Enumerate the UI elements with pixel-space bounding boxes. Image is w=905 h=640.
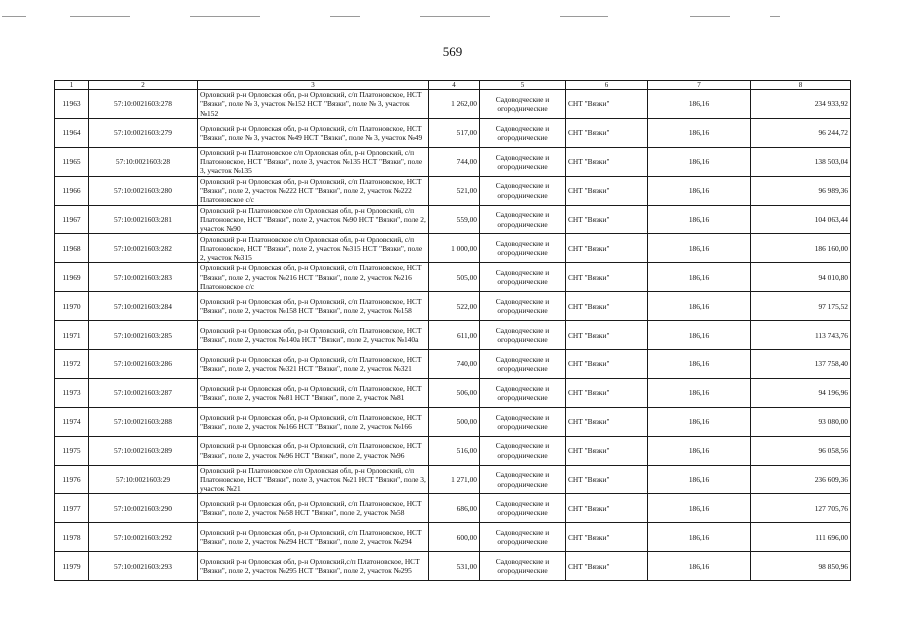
cadastral-cost-cell: 127 705,76	[751, 494, 851, 523]
column-header-7: 7	[648, 81, 751, 90]
area-cell: 522,00	[429, 292, 480, 321]
cadastral-number: 57:10:0021603:28	[89, 147, 198, 176]
row-number: 11978	[55, 523, 89, 552]
location-cell: Орловский р-н Орловская обл, р-н Орловский, с/п Платоновское, НСТ "Вязки", поле 2, участок №294 НСТ "Вязки", поле 2, участок №294	[198, 523, 429, 552]
column-header-2: 2	[89, 81, 198, 90]
price-cell: 186,16	[648, 176, 751, 205]
price-cell: 186,16	[648, 465, 751, 494]
owner-cell: СНТ "Вязки"	[566, 321, 648, 350]
row-number: 11979	[55, 552, 89, 581]
table-row	[55, 378, 851, 407]
owner-cell: СНТ "Вязки"	[566, 205, 648, 234]
owner-cell: СНТ "Вязки"	[566, 118, 648, 147]
cadastral-number: 57:10:0021603:284	[89, 292, 198, 321]
area-cell: 505,00	[429, 263, 480, 292]
cadastral-number: 57:10:0021603:290	[89, 494, 198, 523]
table-row	[55, 234, 851, 263]
land-use-cell: Садоводческие и огороднические	[480, 147, 566, 176]
area-cell: 600,00	[429, 523, 480, 552]
area-cell: 517,00	[429, 118, 480, 147]
owner-cell: СНТ "Вязки"	[566, 176, 648, 205]
location-cell: Орловский р-н Платоновское с/п Орловская обл, р-н Орловский, с/п Платоновское, НСТ "Вязки", поле 2, участок №90 НСТ "Вязки", поле 2, участок №90	[198, 205, 429, 234]
land-use-cell: Садоводческие и огороднические	[480, 321, 566, 350]
owner-cell: СНТ "Вязки"	[566, 147, 648, 176]
cadastral-cost-cell: 104 063,44	[751, 205, 851, 234]
location-cell: Орловский р-н Орловская обл, р-н Орловский, с/п Платоновское, НСТ "Вязки", поле 2, участок №166 НСТ "Вязки", поле 2, участок №166	[198, 407, 429, 436]
cadastral-cost-cell: 96 058,56	[751, 436, 851, 465]
owner-cell: СНТ "Вязки"	[566, 523, 648, 552]
cadastral-number: 57:10:0021603:286	[89, 350, 198, 379]
cadastral-cost-cell: 93 080,00	[751, 407, 851, 436]
price-cell: 186,16	[648, 436, 751, 465]
price-cell: 186,16	[648, 234, 751, 263]
cadastral-number: 57:10:0021603:289	[89, 436, 198, 465]
row-number: 11970	[55, 292, 89, 321]
land-use-cell: Садоводческие и огороднические	[480, 90, 566, 119]
page-number: 569	[442, 44, 463, 59]
cadastral-cost-cell: 94 196,96	[751, 378, 851, 407]
cadastral-cost-cell: 94 010,80	[751, 263, 851, 292]
cadastral-cost-cell: 113 743,76	[751, 321, 851, 350]
table-row	[55, 436, 851, 465]
cadastral-cost-cell: 138 503,04	[751, 147, 851, 176]
area-cell: 500,00	[429, 407, 480, 436]
area-cell: 740,00	[429, 350, 480, 379]
location-cell: Орловский р-н Орловская обл, р-н Орловский, с/п Платоновское, НСТ "Вязки", поле 2, участок №158 НСТ "Вязки", поле 2, участок №158	[198, 292, 429, 321]
table-row	[55, 494, 851, 523]
column-header-3: 3	[198, 81, 429, 90]
owner-cell: СНТ "Вязки"	[566, 494, 648, 523]
price-cell: 186,16	[648, 350, 751, 379]
location-cell: Орловский р-н Орловская обл, р-н Орловский, с/п Платоновское, НСТ "Вязки", поле 2, участок №58 НСТ "Вязки", поле 2, участок №58	[198, 494, 429, 523]
row-number: 11971	[55, 321, 89, 350]
price-cell: 186,16	[648, 378, 751, 407]
location-cell: Орловский р-н Платоновское с/п Орловская обл, р-н Орловский, с/п Платоновское, НСТ "Вязки", поле 2, участок №315 НСТ "Вязки", поле 2, участок №315	[198, 234, 429, 263]
price-cell: 186,16	[648, 118, 751, 147]
cadastral-number: 57:10:0021603:285	[89, 321, 198, 350]
owner-cell: СНТ "Вязки"	[566, 436, 648, 465]
area-cell: 521,00	[429, 176, 480, 205]
owner-cell: СНТ "Вязки"	[566, 234, 648, 263]
cadastral-cost-cell: 234 933,92	[751, 90, 851, 119]
area-cell: 531,00	[429, 552, 480, 581]
land-use-cell: Садоводческие и огороднические	[480, 176, 566, 205]
table-row	[55, 90, 851, 119]
table-row	[55, 292, 851, 321]
table-row	[55, 350, 851, 379]
owner-cell: СНТ "Вязки"	[566, 292, 648, 321]
cadastral-number: 57:10:0021603:288	[89, 407, 198, 436]
column-header-4: 4	[429, 81, 480, 90]
owner-cell: СНТ "Вязки"	[566, 90, 648, 119]
table-row	[55, 552, 851, 581]
column-header-6: 6	[566, 81, 648, 90]
location-cell: Орловский р-н Орловская обл, р-н Орловский, с/п Платоновское, НСТ "Вязки", поле 2, участок №222 НСТ "Вязки", поле 2, участок №222 Платоновское с/с	[198, 176, 429, 205]
row-number: 11976	[55, 465, 89, 494]
area-cell: 559,00	[429, 205, 480, 234]
cadastral-cost-cell: 186 160,00	[751, 234, 851, 263]
owner-cell: СНТ "Вязки"	[566, 552, 648, 581]
location-cell: Орловский р-н Платоновское с/п Орловская обл, р-н Орловский, с/п Платоновское, НСТ "Вязки", поле 3, участок №135 НСТ "Вязки", поле 3, участок №135	[198, 147, 429, 176]
row-number: 11977	[55, 494, 89, 523]
cadastral-number: 57:10:0021603:287	[89, 378, 198, 407]
cadastral-number: 57:10:0021603:279	[89, 118, 198, 147]
location-cell: Орловский р-н Платоновское с/п Орловская обл, р-н Орловский, с/п Платоновское, НСТ "Вязки", поле 3, участок №21 НСТ "Вязки", поле 3, участок №21	[198, 465, 429, 494]
table-row	[55, 263, 851, 292]
price-cell: 186,16	[648, 321, 751, 350]
area-cell: 1 262,00	[429, 90, 480, 119]
row-number: 11963	[55, 90, 89, 119]
cadastral-number: 57:10:0021603:280	[89, 176, 198, 205]
price-cell: 186,16	[648, 552, 751, 581]
area-cell: 686,00	[429, 494, 480, 523]
area-cell: 506,00	[429, 378, 480, 407]
cadastral-number: 57:10:0021603:278	[89, 90, 198, 119]
owner-cell: СНТ "Вязки"	[566, 407, 648, 436]
land-plots-table	[54, 80, 851, 581]
table-row	[55, 465, 851, 494]
location-cell: Орловский р-н Орловская обл, р-н Орловский, с/п Платоновское, НСТ "Вязки", поле 2, участок №321 НСТ "Вязки", поле 2, участок №321	[198, 350, 429, 379]
area-cell: 516,00	[429, 436, 480, 465]
land-use-cell: Садоводческие и огороднические	[480, 407, 566, 436]
row-number: 11973	[55, 378, 89, 407]
cadastral-cost-cell: 96 244,72	[751, 118, 851, 147]
row-number: 11965	[55, 147, 89, 176]
row-number: 11974	[55, 407, 89, 436]
row-number: 11967	[55, 205, 89, 234]
table-row	[55, 147, 851, 176]
area-cell: 744,00	[429, 147, 480, 176]
cadastral-number: 57:10:0021603:283	[89, 263, 198, 292]
location-cell: Орловский р-н Орловская обл, р-н Орловский, с/п Платоновское, НСТ "Вязки", поле № 3, участок №152 НСТ "Вязки", поле № 3, участок №152	[198, 90, 429, 119]
location-cell: Орловский р-н Орловская обл, р-н Орловский, с/п Платоновское, НСТ "Вязки", поле 2, участок №96 НСТ "Вязки", поле 2, участок №96	[198, 436, 429, 465]
row-number: 11968	[55, 234, 89, 263]
cadastral-number: 57:10:0021603:29	[89, 465, 198, 494]
row-number: 11972	[55, 350, 89, 379]
row-number: 11964	[55, 118, 89, 147]
row-number: 11969	[55, 263, 89, 292]
location-cell: Орловский р-н Орловская обл, р-н Орловский, с/п Платоновское, НСТ "Вязки", поле № 3, участок №49 НСТ "Вязки", поле № 3, участок №49	[198, 118, 429, 147]
land-use-cell: Садоводческие и огороднические	[480, 234, 566, 263]
table-row	[55, 118, 851, 147]
location-cell: Орловский р-н Орловская обл, р-н Орловский, с/п Платоновское, НСТ "Вязки", поле 2, участок №81 НСТ "Вязки", поле 2, участок №81	[198, 378, 429, 407]
table-row	[55, 205, 851, 234]
price-cell: 186,16	[648, 263, 751, 292]
owner-cell: СНТ "Вязки"	[566, 465, 648, 494]
price-cell: 186,16	[648, 523, 751, 552]
location-cell: Орловский р-н Орловская обл, р-н Орловский, с/п Платоновское, НСТ "Вязки", поле 2, участок №140а НСТ "Вязки", поле 2, участок №140а	[198, 321, 429, 350]
column-header-5: 5	[480, 81, 566, 90]
area-cell: 1 000,00	[429, 234, 480, 263]
price-cell: 186,16	[648, 292, 751, 321]
cadastral-cost-cell: 98 850,96	[751, 552, 851, 581]
land-use-cell: Садоводческие и огороднические	[480, 465, 566, 494]
cadastral-cost-cell: 97 175,52	[751, 292, 851, 321]
land-use-cell: Садоводческие и огороднические	[480, 552, 566, 581]
cadastral-cost-cell: 236 609,36	[751, 465, 851, 494]
area-cell: 611,00	[429, 321, 480, 350]
cadastral-number: 57:10:0021603:293	[89, 552, 198, 581]
table-row	[55, 407, 851, 436]
location-cell: Орловский р-н Орловская обл, р-н Орловский,с/п Платоновское, НСТ "Вязки", поле 2, участок №295 НСТ "Вязки", поле 2, участок №295	[198, 552, 429, 581]
cadastral-cost-cell: 111 696,00	[751, 523, 851, 552]
price-cell: 186,16	[648, 494, 751, 523]
land-use-cell: Садоводческие и огороднические	[480, 118, 566, 147]
price-cell: 186,16	[648, 90, 751, 119]
owner-cell: СНТ "Вязки"	[566, 350, 648, 379]
table-row	[55, 321, 851, 350]
scan-artifacts	[0, 14, 905, 20]
table-row	[55, 176, 851, 205]
land-use-cell: Садоводческие и огороднические	[480, 292, 566, 321]
cadastral-number: 57:10:0021603:292	[89, 523, 198, 552]
land-use-cell: Садоводческие и огороднические	[480, 436, 566, 465]
row-number: 11966	[55, 176, 89, 205]
owner-cell: СНТ "Вязки"	[566, 263, 648, 292]
cadastral-number: 57:10:0021603:281	[89, 205, 198, 234]
land-use-cell: Садоводческие и огороднические	[480, 523, 566, 552]
area-cell: 1 271,00	[429, 465, 480, 494]
cadastral-cost-cell: 96 989,36	[751, 176, 851, 205]
column-header-1: 1	[55, 81, 89, 90]
header-row	[55, 81, 851, 90]
price-cell: 186,16	[648, 147, 751, 176]
land-use-cell: Садоводческие и огороднические	[480, 494, 566, 523]
land-use-cell: Садоводческие и огороднические	[480, 263, 566, 292]
column-header-8: 8	[751, 81, 851, 90]
row-number: 11975	[55, 436, 89, 465]
location-cell: Орловский р-н Орловская обл, р-н Орловский, с/п Платоновское, НСТ "Вязки", поле 2, участок №216 НСТ "Вязки", поле 2, участок №216 Платоновское с/с	[198, 263, 429, 292]
owner-cell: СНТ "Вязки"	[566, 378, 648, 407]
land-use-cell: Садоводческие и огороднические	[480, 350, 566, 379]
cadastral-cost-cell: 137 758,40	[751, 350, 851, 379]
land-use-cell: Садоводческие и огороднические	[480, 205, 566, 234]
price-cell: 186,16	[648, 205, 751, 234]
table-row	[55, 523, 851, 552]
cadastral-number: 57:10:0021603:282	[89, 234, 198, 263]
price-cell: 186,16	[648, 407, 751, 436]
land-use-cell: Садоводческие и огороднические	[480, 378, 566, 407]
